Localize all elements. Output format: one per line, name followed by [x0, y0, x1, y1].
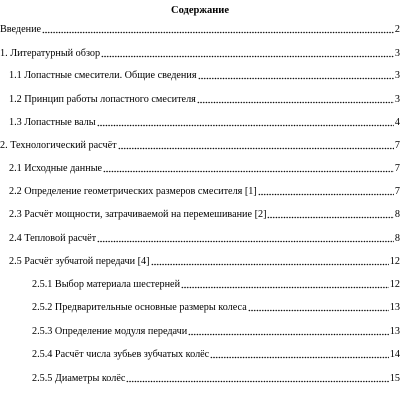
- dot-leader: [197, 94, 394, 104]
- toc-entry-2-5-1[interactable]: [32, 278, 400, 291]
- toc-entry-label: 2.5.4 Расчёт числа зубьев зубчатых колёс: [32, 349, 210, 360]
- dot-leader: [101, 48, 394, 58]
- toc-entry-page: 4: [394, 117, 400, 128]
- toc-entry-label: 2.1 Исходные данные: [9, 163, 103, 174]
- dot-leader: [126, 373, 388, 383]
- toc-entry-label: 2. Технологический расчёт: [0, 140, 117, 151]
- toc-entry-page: 8: [394, 209, 400, 220]
- dot-leader: [118, 140, 394, 150]
- toc-entry-label: 2.4 Тепловой расчёт: [9, 233, 97, 244]
- dot-leader: [188, 326, 389, 336]
- toc-entry-1-1[interactable]: [9, 69, 400, 82]
- toc-entry-label: 2.5.2 Предварительные основные размеры колеса: [32, 302, 247, 313]
- toc-entry-label: Введение: [0, 24, 42, 35]
- dot-leader: [248, 302, 389, 312]
- toc-entry-2-1[interactable]: [9, 162, 400, 175]
- toc-entry-2-5-2[interactable]: [32, 301, 400, 314]
- toc-entry-1-2[interactable]: [9, 93, 400, 106]
- toc-entry-label: 2.5 Расчёт зубчатой передачи [4]: [9, 256, 150, 267]
- toc-entry-2-5-5[interactable]: [32, 372, 400, 385]
- dot-leader: [181, 279, 389, 289]
- toc-entry-page: 7: [394, 163, 400, 174]
- toc-entry-label: 1.2 Принцип работы лопастного смесителя: [9, 94, 196, 105]
- toc-entry-label: 1. Литературный обзор: [0, 48, 101, 59]
- toc-entry-2-3[interactable]: [9, 208, 400, 221]
- dot-leader: [267, 209, 393, 219]
- toc-entry-page: 13: [389, 302, 400, 313]
- toc-entry-2[interactable]: [0, 139, 400, 152]
- toc-entry-1-3[interactable]: [9, 116, 400, 129]
- toc-entry-page: 7: [394, 186, 400, 197]
- toc-entry-page: 14: [389, 349, 400, 360]
- dot-leader: [42, 24, 394, 34]
- dot-leader: [258, 186, 394, 196]
- toc-entry-1[interactable]: [0, 47, 400, 60]
- dot-leader: [97, 233, 394, 243]
- toc-title: Содержание: [171, 5, 229, 16]
- dot-leader: [210, 349, 389, 359]
- toc-entry-2-4[interactable]: [9, 232, 400, 245]
- toc-entry-2-5-4[interactable]: [32, 348, 400, 361]
- dot-leader: [151, 256, 389, 266]
- toc-entry-2-2[interactable]: [9, 185, 400, 198]
- toc-entry-label: 1.3 Лопастные валы: [9, 117, 96, 128]
- toc-entry-label: 2.3 Расчёт мощности, затрачиваемой на перемешивание [2]: [9, 209, 267, 220]
- toc-entry-page: 3: [394, 94, 400, 105]
- toc-entry-label: 1.1 Лопастные смесители. Общие сведения: [9, 70, 197, 81]
- toc-entry-page: 7: [394, 140, 400, 151]
- toc-entry-label: 2.5.5 Диаметры колёс: [32, 373, 126, 384]
- toc-entry-2-5-3[interactable]: [32, 325, 400, 338]
- toc-entry-label: 2.5.3 Определение модуля передачи: [32, 326, 188, 337]
- toc-entry-page: 12: [389, 279, 400, 290]
- toc-entry-introduction[interactable]: [0, 23, 400, 36]
- toc-entry-2-5[interactable]: [9, 255, 400, 268]
- toc-entry-label: 2.5.1 Выбор материала шестерней: [32, 279, 181, 290]
- toc-entry-page: 12: [389, 256, 400, 267]
- toc-entry-page: 15: [389, 373, 400, 384]
- dot-leader: [198, 70, 394, 80]
- toc-entry-page: 3: [394, 70, 400, 81]
- dot-leader: [97, 117, 394, 127]
- toc-entry-label: 2.2 Определение геометрических размеров смесителя [1]: [9, 186, 257, 197]
- toc-entry-page: 13: [389, 326, 400, 337]
- dot-leader: [103, 163, 394, 173]
- toc-entry-page: 2: [394, 24, 400, 35]
- toc-entry-page: 8: [394, 233, 400, 244]
- toc-entry-page: 3: [394, 48, 400, 59]
